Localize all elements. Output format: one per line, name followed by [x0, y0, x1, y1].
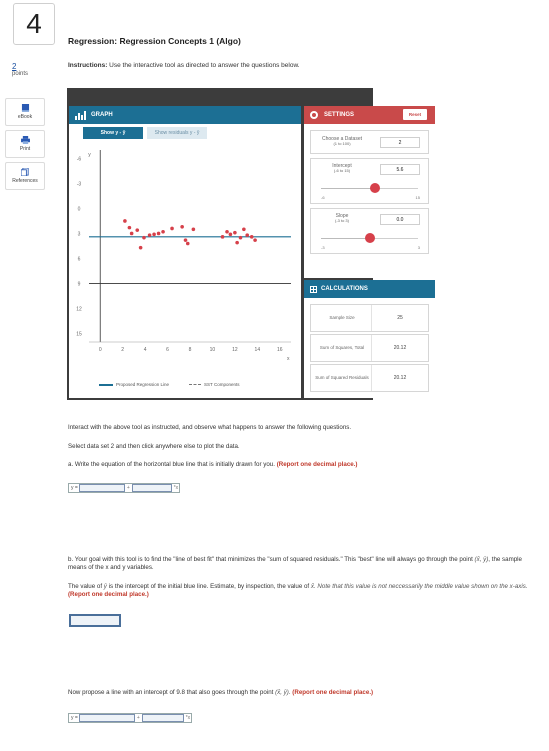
- answer-c-frame: [68, 713, 192, 723]
- book-icon: [21, 104, 30, 112]
- answer-c-slope-input[interactable]: [142, 714, 184, 722]
- answer-a-equation: [68, 483, 180, 493]
- question-c-point: (x̄, ȳ): [275, 689, 289, 696]
- calc-label: Sample Size: [329, 315, 355, 321]
- eq-prefix: y =: [71, 715, 78, 721]
- x-tick-label: 0: [98, 347, 102, 353]
- slope-row: [310, 208, 429, 254]
- slope-max-label: 3: [417, 245, 420, 250]
- data-point: [225, 230, 229, 234]
- x-tick-label: 6: [166, 347, 169, 353]
- dataset-input[interactable]: 2: [380, 137, 420, 148]
- y-tick-label: 12: [76, 306, 82, 313]
- slope-min-label: -3: [321, 245, 325, 250]
- intercept-slider-track[interactable]: [321, 188, 418, 189]
- data-point: [242, 228, 246, 232]
- data-point: [229, 233, 233, 237]
- data-point: [128, 226, 132, 230]
- eq-plus: +: [136, 715, 140, 721]
- answer-a-frame: [68, 483, 180, 493]
- y-tick-label: 3: [77, 231, 81, 238]
- slope-label: [311, 213, 373, 224]
- calc-row-sst: [310, 334, 429, 362]
- data-point: [221, 235, 225, 239]
- data-point: [135, 228, 139, 232]
- data-point: [130, 232, 134, 236]
- question-b-text: b. Your goal with this tool is to find the "line of best fit" that minimizes the "sum of squared residuals." This "best" line will always go through the point: [68, 556, 473, 563]
- data-point: [250, 235, 254, 239]
- data-point: [148, 233, 152, 237]
- data-point: [157, 232, 161, 236]
- data-point: [235, 241, 239, 245]
- graph-header-label: GRAPH: [91, 112, 113, 118]
- question-b2-red: (Report one decimal place.): [68, 591, 149, 599]
- question-b2-mid: is the intercept of the initial blue line. Estimate, by inspection, the value of: [108, 583, 310, 590]
- data-point: [233, 231, 237, 235]
- calc-row-ssr: [310, 364, 429, 392]
- question-number: 4: [13, 3, 55, 45]
- show-residuals-button[interactable]: Show residuals y - ŷ: [147, 127, 207, 139]
- table-icon: [310, 286, 317, 293]
- question-title: Regression: Regression Concepts 1 (Algo): [68, 36, 241, 46]
- question-b2-var2: x̄: [310, 583, 314, 590]
- calc-value: 20.12: [371, 335, 428, 361]
- points-value[interactable]: 2: [12, 62, 17, 71]
- question-a-text: a. Write the equation of the horizontal blue line that is initially drawn for you.: [68, 461, 275, 468]
- document-icon: [21, 168, 30, 176]
- legend-dash-swatch: [189, 384, 201, 385]
- slope-range: (-3 to 3): [334, 218, 349, 223]
- x-tick-label: 2: [121, 347, 125, 353]
- intercept-label-text: Intercept: [332, 163, 352, 169]
- eq-prefix: y =: [71, 485, 78, 491]
- question-b2-note: . Note that this value is not neccessarily the middle value shown on the x-axis.: [313, 583, 528, 590]
- data-point: [170, 227, 174, 231]
- y-tick-label: 9: [77, 281, 81, 288]
- answer-a-intercept-input[interactable]: [79, 484, 125, 492]
- x-tick-label: 8: [188, 347, 192, 353]
- references-button[interactable]: [5, 162, 45, 190]
- x-tick-label: 16: [276, 347, 283, 353]
- printer-icon: [21, 136, 30, 144]
- question-b-end: , the sample means of the x and y variables.: [68, 556, 523, 572]
- data-point: [123, 219, 127, 223]
- reset-button[interactable]: Reset: [403, 109, 427, 120]
- settings-header-label: SETTINGS: [324, 112, 355, 118]
- calculations-panel: [304, 280, 435, 398]
- legend-sst: [189, 382, 239, 387]
- question-a-note: (Report one decimal place.): [276, 461, 358, 468]
- answer-c-intercept-input[interactable]: [79, 714, 135, 722]
- data-point: [152, 233, 156, 237]
- dataset-row: [310, 130, 429, 154]
- intercept-slider-knob[interactable]: [370, 183, 380, 193]
- legend-regression-label: Proposed Regression Line: [116, 382, 170, 387]
- instructions-text: Use the interactive tool as directed to answer the questions below.: [107, 62, 300, 69]
- y-tick-label: -6: [76, 156, 82, 163]
- gear-icon: [310, 111, 318, 119]
- graph-legend: [99, 382, 239, 387]
- slope-label-text: Slope: [335, 213, 349, 219]
- dataset-label-text: Choose a Dataset: [321, 136, 363, 142]
- interact-text: Interact with the above tool as instructed, and observe what happens to answer the following questions.: [68, 424, 352, 431]
- data-point: [161, 230, 165, 234]
- instructions-lead: Instructions:: [68, 62, 108, 69]
- intercept-range: (-6 to 15): [333, 168, 351, 173]
- question-b-part1: [68, 556, 536, 573]
- answer-b-input[interactable]: [69, 614, 121, 627]
- question-a: [68, 461, 358, 469]
- x-tick-label: 14: [254, 347, 261, 353]
- slope-input[interactable]: 0.0: [380, 214, 420, 225]
- select-text: Select data set 2 and then click anywhere else to plot the data.: [68, 443, 240, 450]
- data-point: [184, 238, 188, 242]
- intercept-slider-fill: [321, 188, 375, 189]
- legend-sst-label: SST Components: [204, 382, 240, 387]
- question-c-note: (Report one decimal place.): [292, 689, 374, 696]
- points-indicator: [12, 62, 28, 77]
- x-tick-label: 12: [232, 347, 238, 353]
- y-tick-label: 6: [77, 256, 81, 263]
- ebook-button[interactable]: [5, 98, 45, 126]
- intercept-min-label: -6: [321, 195, 325, 200]
- intercept-row: [310, 158, 429, 204]
- data-point: [139, 246, 143, 250]
- y-tick-label: -3: [76, 181, 82, 188]
- legend-regression-line: [99, 382, 169, 387]
- calc-label: Sum of Squared Residuals: [315, 375, 369, 381]
- data-point: [180, 225, 184, 229]
- answer-c-equation: [68, 713, 192, 723]
- settings-header: [304, 106, 435, 124]
- y-axis-label: y: [88, 152, 91, 158]
- question-c: Now propose a line with an intercept of 9.8 that also goes through the point (x̄, ȳ). (Report one decimal place.): [68, 689, 374, 696]
- bar-chart-icon: [75, 111, 86, 120]
- data-point: [186, 242, 190, 246]
- legend-line-swatch: [99, 384, 113, 386]
- data-point: [192, 228, 196, 232]
- data-point: [142, 236, 146, 240]
- settings-panel: [304, 106, 435, 278]
- eq-x: *x: [173, 485, 179, 491]
- question-b2-var: ȳ: [103, 583, 107, 590]
- data-point: [245, 233, 249, 237]
- y-tick-label: 15: [76, 331, 82, 338]
- answer-a-slope-input[interactable]: [132, 484, 172, 492]
- print-button[interactable]: [5, 130, 45, 158]
- slope-slider-knob[interactable]: [365, 233, 375, 243]
- graph-toggles: [69, 124, 301, 142]
- question-c-text: Now propose a line with an intercept of 9.8 that also goes through the point: [68, 689, 274, 696]
- slope-slider-track[interactable]: [321, 238, 418, 239]
- question-b-point: (x̄, ȳ): [474, 556, 489, 563]
- x-tick-label: 10: [209, 347, 216, 353]
- ebook-label: eBook: [17, 114, 33, 120]
- scatter-plot[interactable]: [69, 142, 301, 378]
- calc-value: 25: [371, 305, 428, 331]
- references-label: References: [12, 178, 38, 184]
- eq-plus: +: [126, 485, 130, 491]
- dataset-range: (1 to 100): [333, 141, 351, 146]
- data-point: [253, 238, 257, 242]
- x-tick-label: 4: [143, 347, 147, 353]
- calculations-header: [304, 280, 435, 298]
- question-b2-text: The value of: [68, 583, 103, 590]
- points-label: points: [12, 71, 29, 77]
- intercept-label: [311, 163, 373, 174]
- data-point: [239, 236, 243, 240]
- x-axis-label: x: [287, 356, 290, 362]
- question-b-part2: [68, 583, 536, 600]
- intercept-input[interactable]: 5.6: [380, 164, 420, 175]
- intercept-max-label: 15: [415, 195, 420, 200]
- print-label: Print: [19, 146, 31, 152]
- calc-label: Sum of Squares, Total: [319, 345, 365, 351]
- show-y-button[interactable]: Show y - ȳ: [83, 127, 143, 139]
- slope-slider-fill: [321, 238, 370, 239]
- dataset-label: [311, 136, 373, 147]
- graph-header: [69, 106, 301, 124]
- interactive-tool: [67, 88, 422, 400]
- calc-value: 20.12: [371, 365, 428, 391]
- instructions: [68, 62, 300, 69]
- y-tick-label: 0: [77, 206, 81, 213]
- tool-top-strip: [67, 88, 373, 98]
- eq-x: *x: [185, 715, 191, 721]
- calculations-header-label: CALCULATIONS: [321, 286, 368, 292]
- calc-row-sample-size: [310, 304, 429, 332]
- graph-panel: [69, 106, 301, 398]
